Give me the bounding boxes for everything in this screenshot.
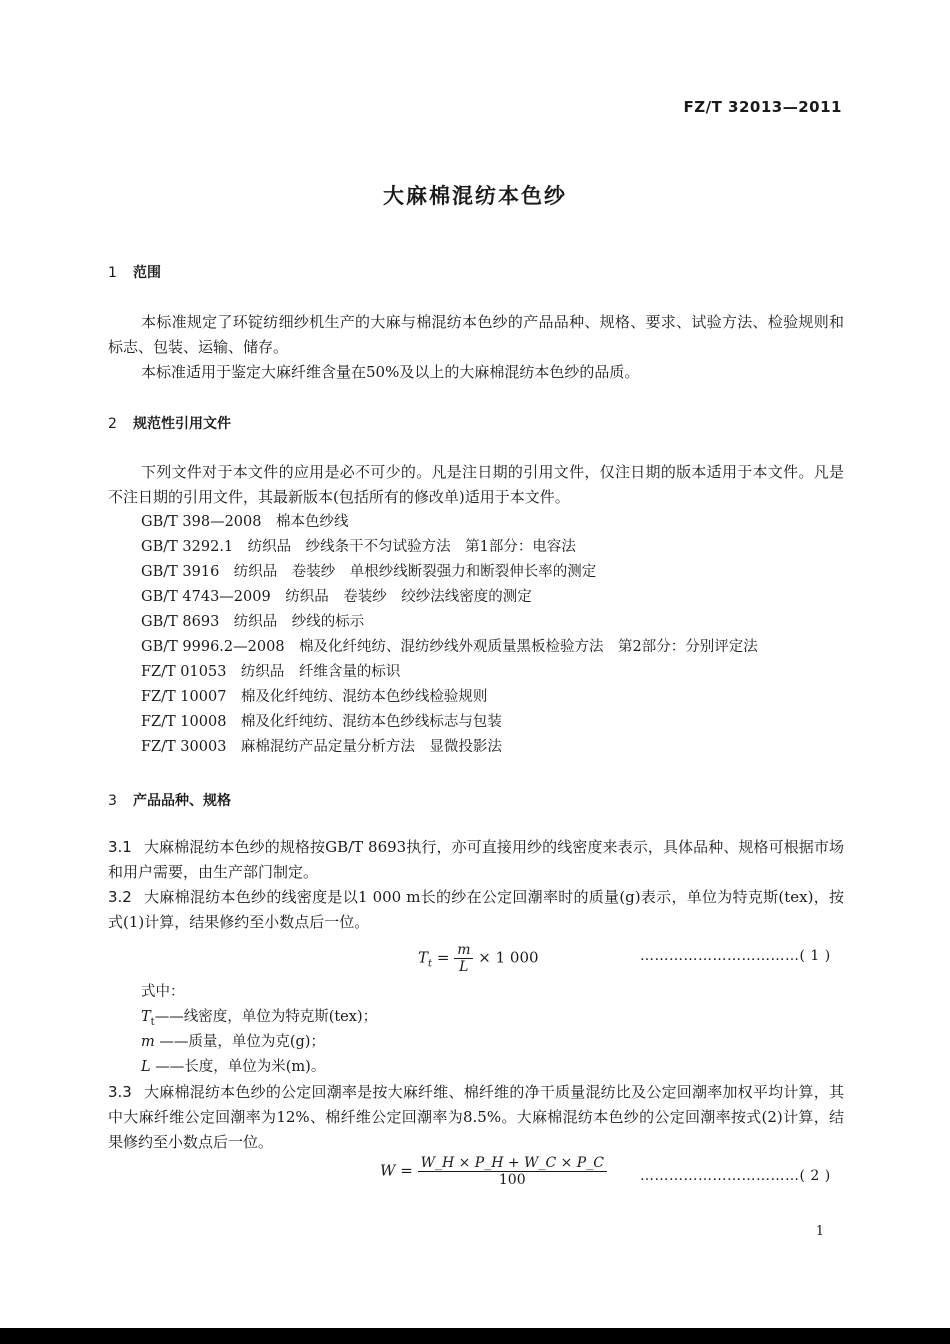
symbol: L [141,1059,151,1075]
clause-3-3 [108,1080,844,1155]
reference-item: FZ/T 01053 纺织品 纤维含量的标识 [141,664,401,680]
paragraph: 本标准适用于鉴定大麻纤维含量在50%及以上的大麻棉混纺本色纱的品质。 [141,363,640,381]
document-title: 大麻棉混纺本色纱 [383,184,567,208]
section-title: 规范性引用文件 [133,416,231,432]
section-1-heading [108,262,161,282]
formula-fraction [454,942,473,975]
formula-subscript: t [428,958,433,970]
where-item [141,1055,325,1080]
section-number: 3 [108,793,117,809]
equation-number: ( 1 ) [799,948,831,964]
symbol-description: ——线密度，单位为特克斯(tex)； [154,1009,378,1025]
symbol: m [141,1034,155,1050]
reference-item: FZ/T 10007 棉及化纤纯纺、混纺本色纱线检验规则 [141,689,488,705]
formula-2 [380,1155,607,1188]
section-number: 2 [108,416,117,432]
clause-number: 3.1 [108,838,132,856]
paragraph: 本标准规定了环锭纺细纱机生产的大麻与棉混纺本色纱的产品品种、规格、要求、试验方法、检验规则和标志、包装、运输、储存。 [108,313,844,356]
clause-number: 3.2 [108,888,132,906]
clause-3-1 [108,835,844,885]
where-item [141,1030,325,1055]
reference-item: GB/T 3292.1 纺织品 纱线条干不匀试验方法 第1部分：电容法 [141,539,576,555]
reference-item: FZ/T 10008 棉及化纤纯纺、混纺本色纱线标志与包装 [141,714,502,730]
reference-item: GB/T 8693 纺织品 纱线的标示 [141,614,365,630]
standard-code: FZ/T 32013—2011 [683,98,842,116]
symbol-subscript: t [150,1016,155,1028]
formula-1 [418,942,539,975]
paragraph: 下列文件对于本文件的应用是必不可少的。凡是注日期的引用文件，仅注日期的版本适用于本文件。凡是不注日期的引用文件，其最新版本(包括所有的修改单)适用于本文件。 [108,463,844,506]
reference-item: GB/T 3916 纺织品 卷装纱 单根纱线断裂强力和断裂伸长率的测定 [141,564,597,580]
symbol: T [141,1009,151,1025]
fraction-numerator: W_H × P_H + W_C × P_C [418,1155,607,1172]
fraction-denominator: L [459,959,469,975]
fraction-denominator: 100 [498,1172,526,1188]
symbol-description: ——质量，单位为克(g)； [154,1034,325,1050]
formula-1-leader [640,948,831,964]
page-bottom-edge [0,1328,950,1344]
leader-dots: …………………………… [640,1168,800,1184]
symbol-description: ——长度，单位为米(m)。 [150,1059,326,1075]
where-label: 式中： [141,984,185,1000]
clause-text: 大麻棉混纺本色纱的公定回潮率是按大麻纤维、棉纤维的净干质量混纺比及公定回潮率加权平均计算，其中大麻纤维公定回潮率为12%、棉纤维公定回潮率为8.5%。大麻棉混纺本色纱的公定回潮率按式(2)计算，结果修约至小数点后一位。 [108,1083,844,1151]
formula-lhs: W [380,1161,396,1180]
reference-item: FZ/T 30003 麻棉混纺产品定量分析方法 显微投影法 [141,739,502,755]
formula-equals: = [436,948,450,967]
section-2-heading [108,413,231,433]
section-3-heading [108,790,231,810]
clause-3-2 [108,885,844,935]
clause-text: 大麻棉混纺本色纱的线密度是以1 000 m长的纱在公定回潮率时的质量(g)表示，单位为特克斯(tex)，按式(1)计算，结果修约至小数点后一位。 [108,888,844,931]
reference-item: GB/T 9996.2—2008 棉及化纤纯纺、混纺纱线外观质量黑板检验方法 第2部分：分别评定法 [141,639,758,655]
formula-fraction [418,1155,607,1188]
formula-2-leader [640,1168,831,1184]
page-number: 1 [815,1224,824,1239]
formula-equals: = [400,1161,413,1180]
formula-lhs: T [418,948,429,967]
leader-dots: …………………………… [640,948,800,964]
clause-number: 3.3 [108,1083,132,1101]
section-number: 1 [108,265,117,281]
fraction-numerator: m [454,942,473,959]
reference-item: GB/T 4743—2009 纺织品 卷装纱 绞纱法线密度的测定 [141,589,532,605]
clause-text: 大麻棉混纺本色纱的规格按GB/T 8693执行，亦可直接用纱的线密度来表示，具体品种、规格可根据市场和用户需要，由生产部门制定。 [108,838,844,881]
reference-item: GB/T 398—2008 棉本色纱线 [141,514,349,530]
section-title: 产品品种、规格 [133,793,231,809]
equation-number: ( 2 ) [799,1168,831,1184]
formula-rhs: × 1 000 [478,948,539,967]
section-title: 范围 [133,265,161,281]
